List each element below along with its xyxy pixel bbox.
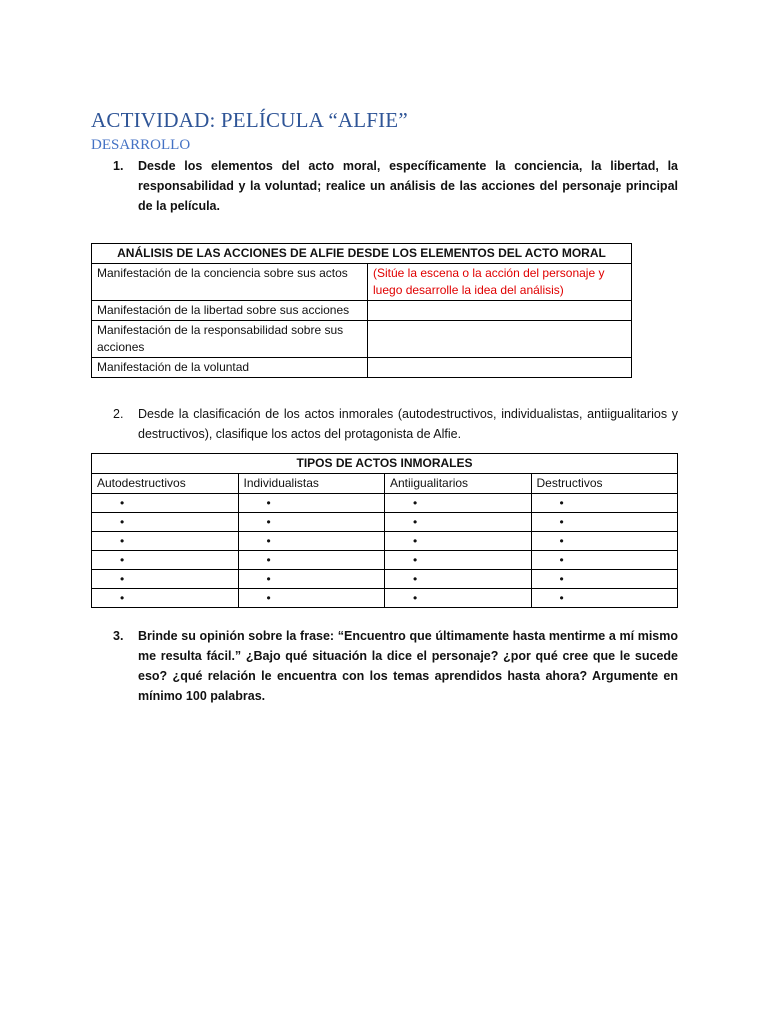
column-header-row <box>92 474 678 494</box>
bullet-cell[interactable]: • <box>531 494 678 513</box>
question-2-number: 2. <box>113 407 124 421</box>
table-row <box>92 358 632 378</box>
bullet-cell[interactable]: • <box>92 494 239 513</box>
bullet-cell[interactable]: • <box>92 589 239 608</box>
bullet-cell[interactable]: • <box>92 513 239 532</box>
immoral-acts-table <box>91 453 678 608</box>
table-row <box>92 532 678 551</box>
table2-header: TIPOS DE ACTOS INMORALES <box>92 454 678 474</box>
bullet-cell[interactable]: • <box>238 551 385 570</box>
row-value-responsabilidad[interactable] <box>368 321 632 358</box>
bullet-cell[interactable]: • <box>531 513 678 532</box>
table-row <box>92 264 632 301</box>
table-row <box>92 494 678 513</box>
bullet-cell[interactable]: • <box>92 532 239 551</box>
row-label-responsabilidad: Manifestación de la responsabilidad sobre sus acciones <box>92 321 368 358</box>
moral-act-analysis-table <box>91 243 632 378</box>
bullet-cell[interactable]: • <box>238 494 385 513</box>
table1-header: ANÁLISIS DE LAS ACCIONES DE ALFIE DESDE LOS ELEMENTOS DEL ACTO MORAL <box>92 244 632 264</box>
bullet-cell[interactable]: • <box>531 551 678 570</box>
question-2-text: Desde la clasificación de los actos inmorales (autodestructivos, individualistas, antiigualitarios y destructivos), clasifique los actos del protagonista de Alfie. <box>138 407 678 441</box>
question-1-number: 1. <box>113 159 124 173</box>
bullet-cell[interactable]: • <box>92 551 239 570</box>
bullet-cell[interactable]: • <box>238 513 385 532</box>
row-label-conciencia: Manifestación de la conciencia sobre sus actos <box>92 264 368 301</box>
bullet-cell[interactable]: • <box>92 570 239 589</box>
row-value-voluntad[interactable] <box>368 358 632 378</box>
bullet-cell[interactable]: • <box>531 532 678 551</box>
row-value-libertad[interactable] <box>368 301 632 321</box>
question-3 <box>113 626 678 706</box>
bullet-cell[interactable]: • <box>238 589 385 608</box>
bullet-cell[interactable]: • <box>385 494 532 513</box>
question-3-number: 3. <box>113 629 124 643</box>
table-row <box>92 570 678 589</box>
table-row <box>92 551 678 570</box>
question-1 <box>113 156 678 216</box>
table-row <box>92 321 632 358</box>
column-header-destructivos: Destructivos <box>531 474 678 494</box>
bullet-cell[interactable]: • <box>531 570 678 589</box>
bullet-cell[interactable]: • <box>385 589 532 608</box>
column-header-individualistas: Individualistas <box>238 474 385 494</box>
row-value-conciencia[interactable]: (Sitúe la escena o la acción del personaje y luego desarrolle la idea del análisis) <box>368 264 632 301</box>
bullet-cell[interactable]: • <box>385 551 532 570</box>
section-subtitle: DESARROLLO <box>91 137 191 153</box>
bullet-cell[interactable]: • <box>531 589 678 608</box>
table-header-row <box>92 244 632 264</box>
page-title: ACTIVIDAD: PELÍCULA “ALFIE” <box>91 108 408 132</box>
table-row <box>92 589 678 608</box>
row-label-voluntad: Manifestación de la voluntad <box>92 358 368 378</box>
bullet-cell[interactable]: • <box>385 513 532 532</box>
bullet-cell[interactable]: • <box>238 570 385 589</box>
table-row <box>92 513 678 532</box>
column-header-autodestructivos: Autodestructivos <box>92 474 239 494</box>
bullet-cell[interactable]: • <box>385 570 532 589</box>
question-3-text: Brinde su opinión sobre la frase: “Encuentro que últimamente hasta mentirme a mí mismo me resulta fácil.” ¿Bajo qué situación la dice el personaje? ¿por qué cree que le sucede eso? ¿qué relación le encuentra con los temas aprendidos hasta ahora? Argumente en mínimo 100 palabras. <box>138 629 678 703</box>
question-1-text: Desde los elementos del acto moral, específicamente la conciencia, la libertad, la responsabilidad y la voluntad; realice un análisis de las acciones del personaje principal de la película. <box>138 159 678 213</box>
row-label-libertad: Manifestación de la libertad sobre sus acciones <box>92 301 368 321</box>
column-header-antiigualitarios: Antiigualitarios <box>385 474 532 494</box>
question-2 <box>113 404 678 444</box>
bullet-cell[interactable]: • <box>385 532 532 551</box>
table-header-row <box>92 454 678 474</box>
table-row <box>92 301 632 321</box>
bullet-cell[interactable]: • <box>238 532 385 551</box>
